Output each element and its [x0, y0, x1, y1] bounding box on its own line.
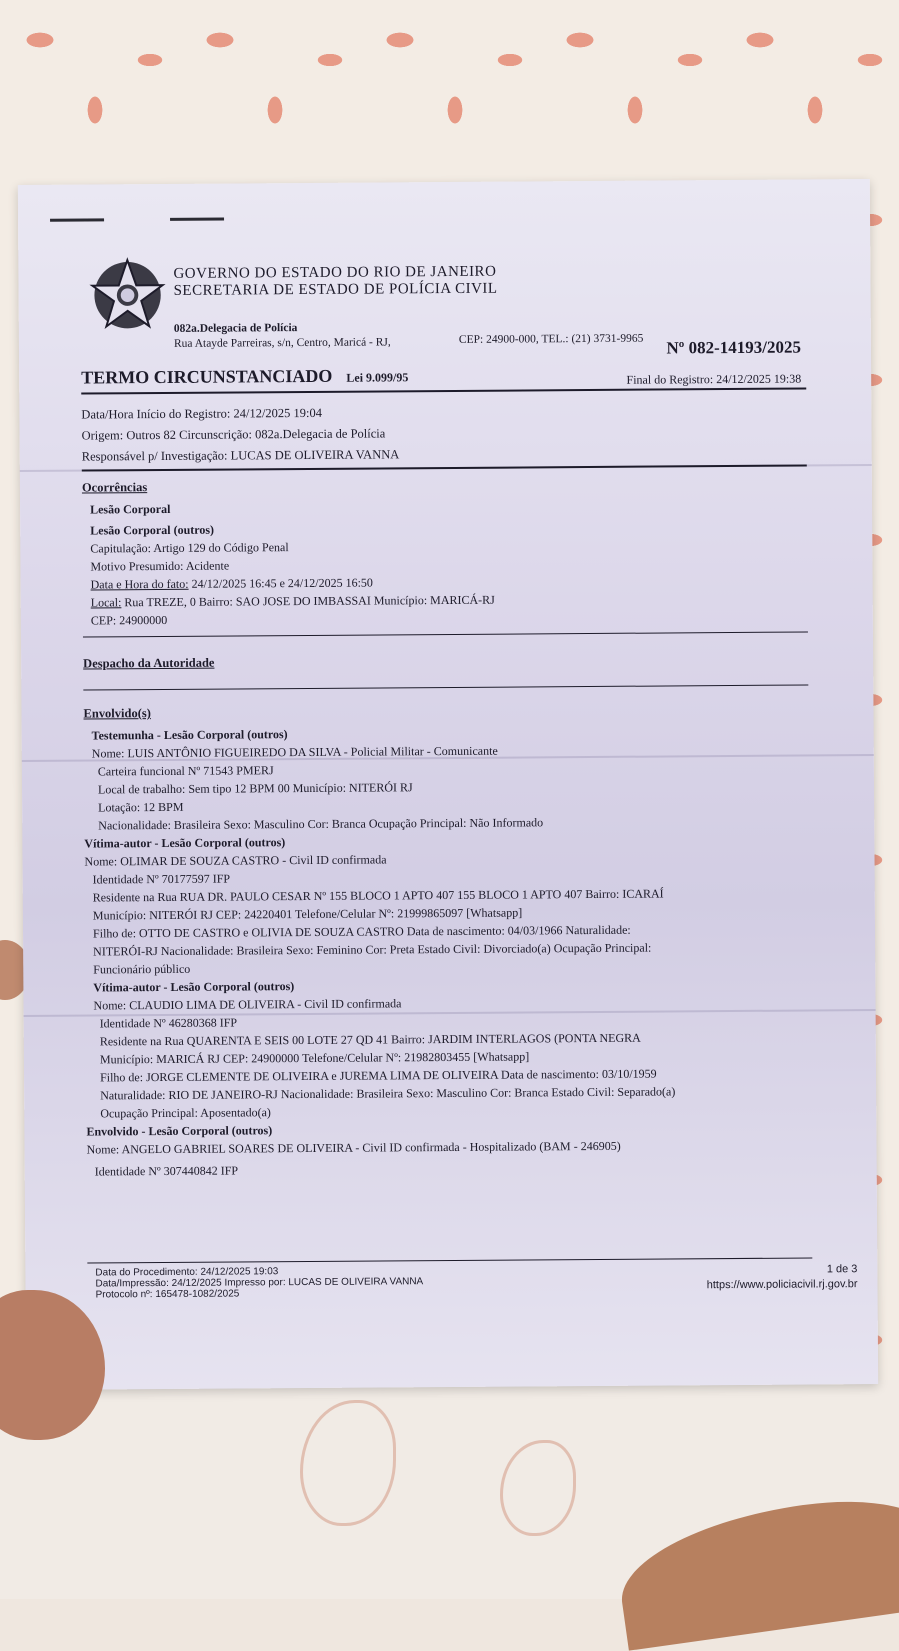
envolvido-detalhe: Filho de: OTTO DE CASTRO e OLIVIA DE SOUZA CASTRO Data de nascimento: 04/03/1966 Naturalidade: — [92, 922, 631, 941]
envolvido-nome: Nome: OLIMAR DE SOUZA CASTRO - Civil ID confirmada — [84, 852, 387, 869]
footer-data-impressao: Data/Impressão: 24/12/2025 Impresso por: LUCAS DE OLIVEIRA VANNA — [95, 1276, 424, 1290]
envolvido-detalhe: Identidade Nº 70177597 IFP — [92, 871, 231, 887]
envolvido-detalhe: Naturalidade: RIO DE JANEIRO-RJ Nacionalidade: Brasileira Sexo: Masculino Cor: Branca Estado Civil: Separado(a) — [100, 1084, 676, 1103]
header-line2: SECRETARIA DE ESTADO DE POLÍCIA CIVIL — [173, 280, 498, 299]
capitulacao: Capitulação: Artigo 129 do Código Penal — [90, 540, 289, 556]
ocorrencia-subtipo: Lesão Corporal (outros) — [90, 522, 215, 538]
footer-protocolo: Protocolo nº: 165478-1082/2025 — [95, 1288, 240, 1301]
envolvido-detalhe: Funcionário público — [93, 961, 191, 977]
registro-responsavel: Responsável p/ Investigação: LUCAS DE OLIVEIRA VANNA — [81, 447, 400, 464]
delegacia-address: Rua Atayde Parreiras, s/n, Centro, Maricá - RJ, — [173, 336, 391, 350]
document-page — [18, 179, 878, 1390]
divider — [81, 387, 806, 394]
registro-origem: Origem: Outros 82 Circunscrição: 082a.Delegacia de Polícia — [81, 426, 386, 443]
motivo: Motivo Presumido: Acidente — [90, 558, 230, 574]
envolvido-detalhe: Lotação: 12 BPM — [98, 799, 184, 815]
envolvido-papel: Vítima-autor - Lesão Corporal (outros) — [93, 979, 295, 995]
registro-inicio: Data/Hora Início do Registro: 24/12/2025 19:04 — [81, 405, 323, 422]
footer-data-procedimento: Data do Procedimento: 24/12/2025 19:03 — [95, 1266, 279, 1279]
staple-mark — [50, 218, 104, 221]
despacho-heading: Despacho da Autoridade — [83, 655, 215, 671]
ocorrencias-heading: Ocorrências — [81, 480, 148, 495]
staple-mark — [170, 218, 224, 221]
document-number: Nº 082-14193/2025 — [666, 337, 802, 358]
envolvido-detalhe: Identidade Nº 46280368 IFP — [99, 1015, 238, 1031]
envolvido-detalhe: Filho de: JORGE CLEMENTE DE OLIVEIRA e JUREMA LIMA DE OLIVEIRA Data de nascimento: 03/10/1959 — [99, 1066, 657, 1085]
envolvido-detalhe: Município: MARICÁ RJ CEP: 24900000 Telefone/Celular Nº: 21982803455 [Whatsapp] — [99, 1049, 530, 1067]
delegacia-block — [174, 320, 391, 352]
law-reference: Lei 9.099/95 — [346, 370, 409, 385]
ocorrencia-tipo: Lesão Corporal — [90, 501, 171, 517]
local — [83, 591, 495, 612]
envolvido-detalhe: NITERÓI-RJ Nacionalidade: Brasileira Sexo: Feminino Cor: Preta Estado Civil: Divorciado(a) Ocupação Principal: — [93, 940, 652, 959]
envolvido-papel: Testemunha - Lesão Corporal (outros) — [91, 727, 288, 743]
divider — [83, 631, 808, 637]
envolvido-detalhe: Nacionalidade: Brasileira Sexo: Masculino Cor: Branca Ocupação Principal: Não Informado — [98, 815, 544, 833]
government-header — [173, 264, 497, 300]
envolvido-nome: Nome: LUIS ANTÔNIO FIGUEIREDO DA SILVA - Policial Militar - Comunicante — [91, 743, 498, 761]
envolvido-detalhe: Ocupação Principal: Aposentado(a) — [100, 1105, 271, 1121]
registro-block — [81, 402, 399, 467]
header-line1: GOVERNO DO ESTADO DO RIO DE JANEIRO — [173, 263, 497, 282]
envolvido-papel: Envolvido - Lesão Corporal (outros) — [86, 1123, 273, 1139]
data-fato-label: Data e Hora do fato: — [90, 576, 189, 592]
footer-right — [707, 1262, 858, 1293]
ocorrencia-cep: CEP: 24900000 — [90, 612, 168, 628]
envolvido-detalhe: Residente na Rua RUA DR. PAULO CESAR Nº 155 BLOCO 1 APTO 407 155 BLOCO 1 APTO 407 Bairro: ICARAÍ — [92, 886, 664, 905]
data-fato-value: 24/12/2025 16:45 e 24/12/2025 16:50 — [188, 575, 373, 591]
site-url: https://www.policiacivil.rj.gov.br — [706, 1278, 858, 1292]
ocorrencias-section — [82, 476, 495, 630]
local-label: Local: — [90, 595, 122, 610]
page-number: 1 de 3 — [826, 1263, 858, 1276]
divider — [83, 684, 808, 690]
police-emblem-icon — [88, 254, 167, 333]
delegacia-name: 082a.Delegacia de Polícia — [173, 322, 298, 335]
final-registro: Final do Registro: 24/12/2025 19:38 — [626, 371, 802, 387]
title-text: TERMO CIRCUNSTANCIADO — [81, 365, 333, 388]
despacho-section — [83, 654, 214, 673]
envolvido-nome: Nome: ANGELO GABRIEL SOARES DE OLIVEIRA - Civil ID confirmada - Hospitalizado (BAM - 246905) — [86, 1138, 621, 1157]
page-footer — [95, 1262, 857, 1300]
cep-tel: CEP: 24900-000, TEL.: (21) 3731-9965 — [458, 332, 644, 346]
local-value: Rua TREZE, 0 Bairro: SAO JOSE DO IMBASSAI Município: MARICÁ-RJ — [121, 592, 495, 610]
envolvido-papel: Vítima-autor - Lesão Corporal (outros) — [84, 835, 286, 851]
envolvidos-heading: Envolvido(s) — [83, 706, 151, 721]
envolvido-detalhe: Identidade Nº 307440842 IFP — [94, 1163, 239, 1179]
envolvido-detalhe: Residente na Rua QUARENTA E SEIS 00 LOTE 27 QD 41 Bairro: JARDIM INTERLAGOS (PONTA NEGRA — [99, 1030, 641, 1049]
envolvidos-section — [83, 700, 675, 1180]
envolvido-detalhe: Município: NITERÓI RJ CEP: 24220401 Telefone/Celular Nº: 21999865097 [Whatsapp] — [92, 905, 523, 923]
envolvido-detalhe: Carteira funcional Nº 71543 PMERJ — [97, 763, 274, 779]
document-title — [81, 365, 408, 388]
envolvido-detalhe: Local de trabalho: Sem tipo 12 BPM 00 Município: NITERÓI RJ — [97, 780, 413, 797]
envolvido-nome: Nome: CLAUDIO LIMA DE OLIVEIRA - Civil ID confirmada — [93, 996, 402, 1013]
